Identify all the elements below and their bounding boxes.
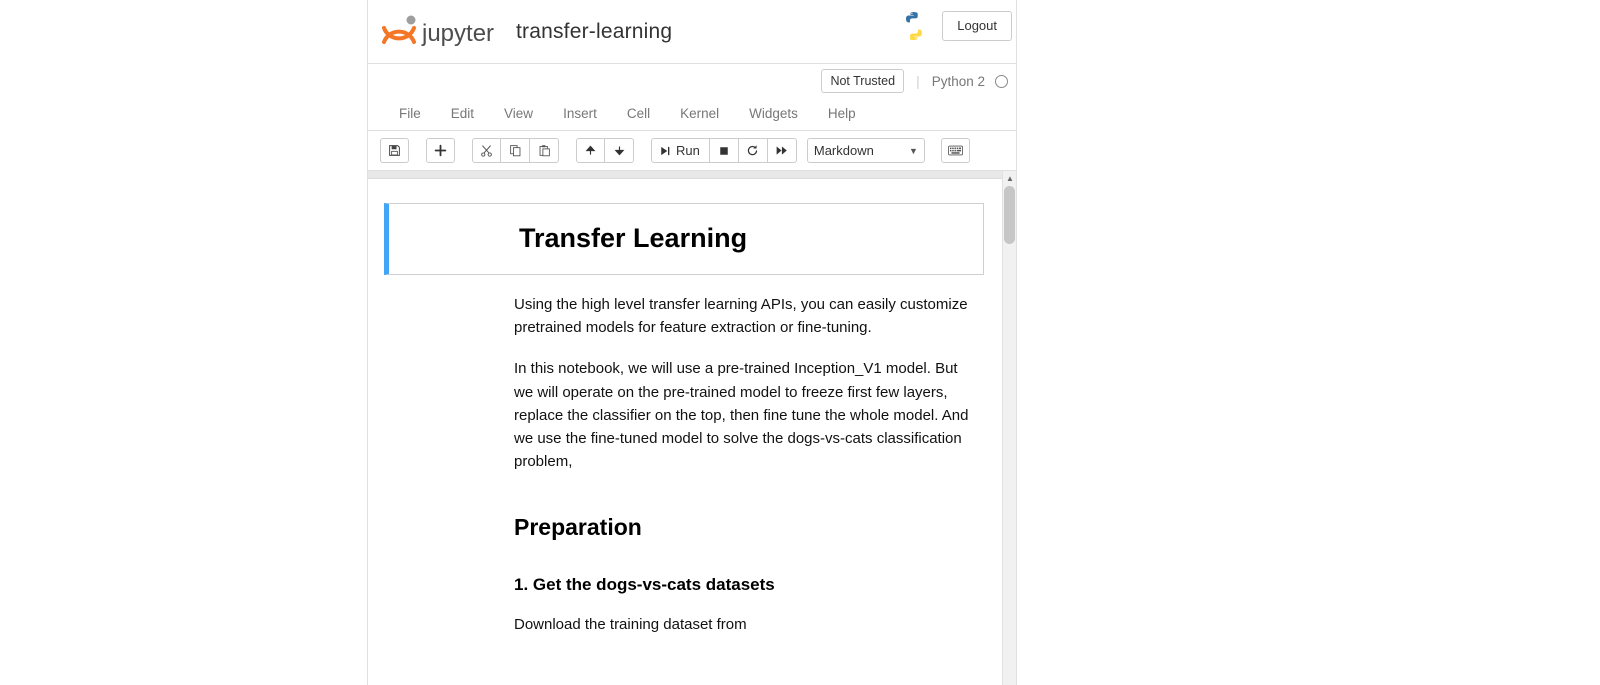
paragraph-notebook-description: In this notebook, we will use a pre-trained Inception_V1 model. But we will operate on the pre-trained model to freeze first few layers, replace the classifier on the top, then fine tune the whole model. And we use the fine-tuned model to solve the dogs-vs-cats classification problem, [514, 360, 969, 471]
run-button-label: Run [676, 143, 700, 158]
menu-item-file[interactable]: File [399, 105, 421, 121]
scroll-up-arrow-icon[interactable]: ▲ [1003, 171, 1016, 185]
restart-circular-arrow-icon[interactable] [739, 138, 768, 163]
run-button[interactable] [651, 138, 710, 163]
arrow-up-glyph [584, 144, 597, 157]
plus-glyph [434, 144, 447, 157]
cell-heading-transfer-learning: Transfer Learning [519, 223, 748, 253]
menu-item-insert[interactable]: Insert [563, 105, 597, 121]
notebook-header [368, 0, 1016, 64]
python-logo-icon [898, 10, 930, 42]
save-disk-icon[interactable] [380, 138, 409, 163]
stop-glyph [718, 145, 730, 157]
fast-forward-icon[interactable] [768, 138, 797, 163]
arrow-down-icon[interactable] [605, 138, 634, 163]
stop-square-icon[interactable] [710, 138, 739, 163]
paste-icon[interactable] [530, 138, 559, 163]
paragraph-download: Download the training dataset from [514, 615, 747, 633]
run-controls-group [651, 138, 797, 163]
notebook-cells [368, 179, 1016, 685]
menu-item-edit[interactable]: Edit [450, 105, 475, 121]
kernel-status-row [368, 66, 1016, 96]
run-play-icon [659, 145, 671, 157]
menu-item-kernel[interactable]: Kernel [680, 105, 720, 121]
menu-item-cell[interactable]: Cell [626, 105, 651, 121]
add-cell-plus-icon[interactable] [426, 138, 455, 163]
restart-glyph [746, 144, 759, 157]
keyboard-glyph [948, 145, 963, 156]
scissors-cut-icon[interactable] [472, 138, 501, 163]
command-palette-keyboard-icon[interactable] [941, 138, 970, 163]
menu-item-help[interactable]: Help [827, 105, 856, 121]
header-right-controls [898, 10, 1012, 42]
fast-forward-glyph [775, 144, 788, 157]
notebook-toolbar [368, 131, 1016, 171]
save-disk-glyph [388, 144, 401, 157]
clipboard-group [472, 138, 559, 163]
jupyter-notebook-window [367, 0, 1017, 685]
insert-cell-group [426, 138, 455, 163]
save-group [380, 138, 409, 163]
menu-item-widgets[interactable]: Widgets [749, 105, 798, 121]
scroll-thumb[interactable] [1004, 186, 1015, 244]
arrow-down-glyph [613, 144, 626, 157]
jupyter-logo-icon [380, 12, 500, 52]
paste-glyph [538, 144, 551, 157]
logout-button[interactable]: Logout [942, 11, 1012, 41]
kernel-idle-circle-icon[interactable] [995, 75, 1008, 88]
cell-type-select[interactable] [807, 138, 925, 163]
markdown-cell-intro[interactable] [384, 293, 984, 636]
notebook-body [368, 171, 1016, 685]
scissors-glyph [480, 144, 493, 157]
move-group [576, 138, 634, 163]
cell-heading-preparation: Preparation [514, 513, 642, 540]
vertical-scrollbar[interactable] [1002, 171, 1016, 685]
toolbar-shadow-strip [368, 171, 1016, 179]
arrow-up-icon[interactable] [576, 138, 605, 163]
menubar-area [368, 64, 1016, 131]
chevron-down-icon: ▼ [908, 145, 918, 156]
notebook-name[interactable]: transfer-learning [516, 19, 673, 43]
command-palette-group [941, 138, 970, 163]
svg-text:jupyter: jupyter [422, 19, 495, 47]
markdown-cell-selected[interactable] [384, 203, 984, 275]
trust-status-badge[interactable]: Not Trusted [821, 69, 904, 93]
kernel-separator: | [916, 73, 920, 89]
kernel-name-label: Python 2 [931, 73, 985, 89]
cell-heading-get-datasets: 1. Get the dogs-vs-cats datasets [514, 574, 775, 594]
jupyter-logo[interactable] [380, 12, 500, 52]
menu-item-view[interactable]: View [504, 105, 534, 121]
paragraph-apis: Using the high level transfer learning APIs, you can easily customize pretrained models for feature extraction or fine-tuning. [514, 295, 968, 336]
menubar [368, 96, 1016, 130]
copy-glyph [509, 144, 522, 157]
copy-icon[interactable] [501, 138, 530, 163]
cell-type-value: Markdown [813, 143, 874, 158]
